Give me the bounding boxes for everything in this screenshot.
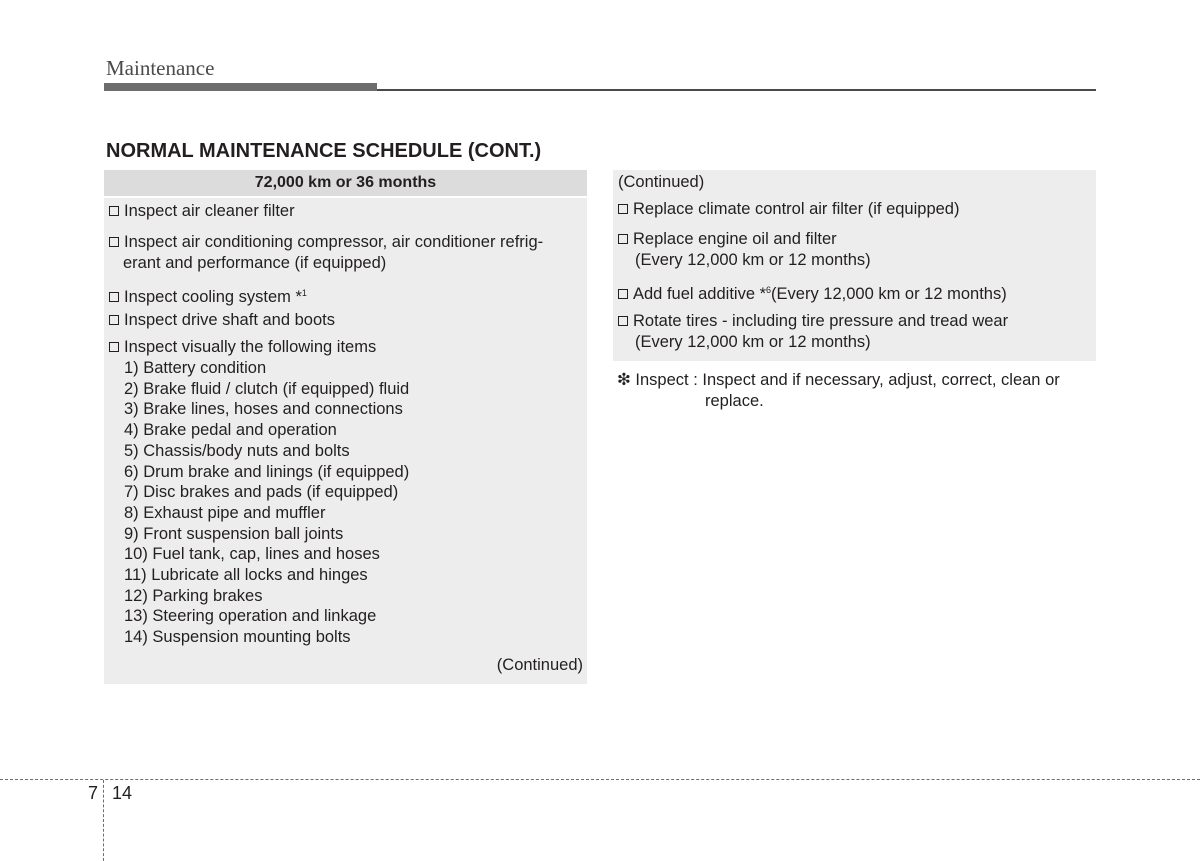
schedule-panel-left	[104, 170, 587, 684]
page-number: 14	[112, 783, 133, 803]
footer-rule	[0, 779, 1200, 780]
note-symbol-icon: ❇	[617, 371, 631, 389]
list-item: Replace climate control air filter (if equipped)	[618, 199, 959, 220]
list-item: Inspect air conditioning compressor, air conditioner refrig-	[109, 232, 543, 253]
header-rule	[377, 89, 1096, 91]
sub-item: 9) Front suspension ball joints	[124, 524, 344, 543]
sub-item: 7) Disc brakes and pads (if equipped)	[124, 483, 399, 502]
sub-item: 12) Parking brakes	[124, 586, 263, 605]
interval-heading: 72,000 km or 36 months	[104, 170, 587, 198]
list-item: Inspect visually the following items	[109, 337, 376, 358]
inspect-note: ❇ Inspect : Inspect and if necessary, adjust, correct, clean or replace.	[617, 371, 1060, 410]
checkbox-icon	[109, 206, 119, 216]
list-item: Add fuel additive *$^6$(Every 12,000 km or 12 months)	[618, 280, 1007, 305]
list-item: Inspect air cleaner filter	[109, 201, 295, 222]
checkbox-icon	[618, 204, 628, 214]
list-item: Replace engine oil and filter	[618, 229, 837, 250]
sub-item: 13) Steering operation and linkage	[124, 607, 377, 626]
list-item: Inspect cooling system *$^1$	[109, 283, 307, 308]
checkbox-icon	[618, 289, 628, 299]
list-item: Inspect drive shaft and boots	[109, 310, 335, 331]
checkbox-icon	[618, 234, 628, 244]
header-bar	[104, 83, 377, 91]
sub-item: 1) Battery condition	[124, 359, 267, 377]
list-item-continuation: erant and performance (if equipped)	[123, 254, 387, 272]
sub-item: 4) Brake pedal and operation	[124, 421, 337, 440]
sub-item: 6) Drum brake and linings (if equipped)	[124, 462, 410, 481]
sub-item: 14) Suspension mounting bolts	[124, 628, 351, 647]
checkbox-icon	[109, 237, 119, 247]
checkbox-icon	[109, 315, 119, 325]
continued-label: (Continued)	[496, 656, 583, 674]
checkbox-icon	[109, 342, 119, 352]
schedule-panel-right	[613, 170, 1096, 361]
list-item: Rotate tires - including tire pressure and tread wear	[618, 311, 1008, 332]
sub-item: 10) Fuel tank, cap, lines and hoses	[124, 545, 380, 564]
section-header: Maintenance	[106, 56, 215, 80]
list-item-continuation: (Every 12,000 km or 12 months)	[635, 333, 871, 351]
sub-item: 3) Brake lines, hoses and connections	[124, 400, 403, 419]
sub-item: 5) Chassis/body nuts and bolts	[124, 441, 350, 460]
footer-divider	[103, 780, 104, 861]
checkbox-icon	[618, 316, 628, 326]
chapter-number: 7	[88, 783, 99, 803]
checkbox-icon	[109, 292, 119, 302]
continued-label: (Continued)	[618, 173, 705, 191]
list-item-continuation: (Every 12,000 km or 12 months)	[635, 251, 871, 269]
sub-item: 2) Brake fluid / clutch (if equipped) fluid	[124, 379, 410, 398]
sub-item: 11) Lubricate all locks and hinges	[124, 566, 368, 584]
sub-item: 8) Exhaust pipe and muffler	[124, 503, 326, 522]
page-title: NORMAL MAINTENANCE SCHEDULE (CONT.)	[106, 140, 542, 162]
